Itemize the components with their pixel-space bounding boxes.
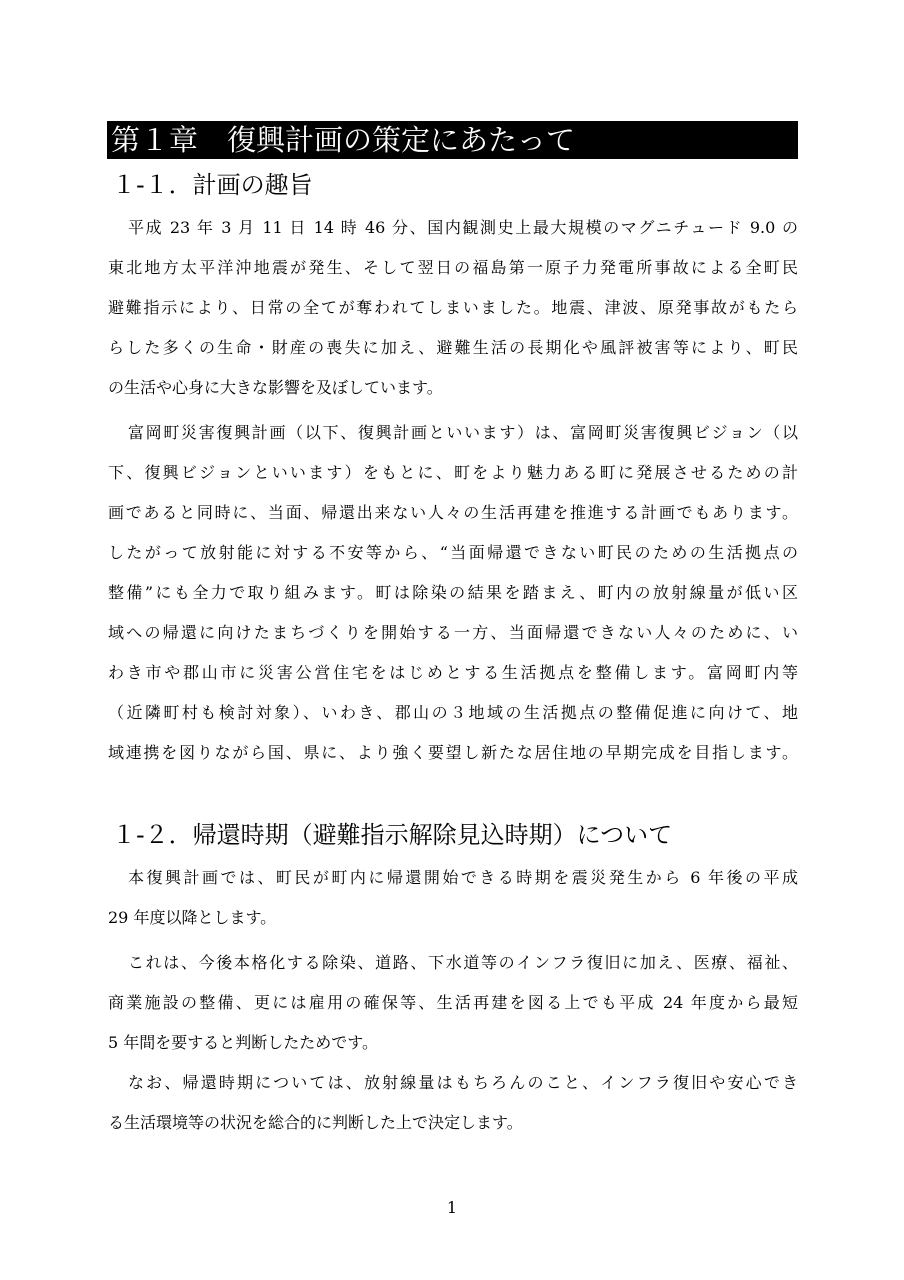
paragraph-line: 富岡町災害復興計画（以下、復興計画といいます）は、富岡町災害復興ビジョン（以	[128, 423, 798, 442]
paragraph-line: 整備”にも全力で取り組みます。町は除染の結果を踏まえ、町内の放射線量が低い区	[108, 583, 798, 602]
paragraph-line: る生活環境等の状況を総合的に判断した上で決定します。	[108, 1113, 523, 1132]
section-heading-purpose: １-１．計画の趣旨	[112, 171, 313, 199]
paragraph-line: 避難指示により、日常の全てが奪われてしまいました。地震、津波、原発事故がもたら	[108, 298, 798, 317]
section-heading-return-timing: １-２．帰還時期（避難指示解除見込時期）について	[112, 821, 673, 849]
page-number: 1	[446, 1198, 458, 1217]
paragraph-line: したがって放射能に対する不安等から、“当面帰還できない町民のための生活拠点の	[108, 543, 798, 562]
paragraph-line: 域連携を図りながら国、県に、より強く要望し新たな居住地の早期完成を目指します。	[108, 743, 798, 762]
paragraph-line: 東北地方太平洋沖地震が発生、そして翌日の福島第一原子力発電所事故による全町民	[108, 258, 798, 277]
paragraph-line: の生活や心身に大きな影響を及ぼしています。	[108, 378, 443, 397]
paragraph-line: 平成 23 年 3 月 11 日 14 時 46 分、国内観測史上最大規模のマグニチュード 9.0 の	[128, 218, 798, 237]
paragraph-line: 本復興計画では、町民が町内に帰還開始できる時期を震災発生から 6 年後の平成	[128, 868, 798, 887]
paragraph-line: わき市や郡山市に災害公営住宅をはじめとする生活拠点を整備します。富岡町内等	[108, 663, 798, 682]
chapter-title: 第１章 復興計画の策定にあたって	[107, 121, 798, 159]
paragraph-line: らした多くの生命・財産の喪失に加え、避難生活の長期化や風評被害等により、町民	[108, 338, 798, 357]
paragraph-line: これは、今後本格化する除染、道路、下水道等のインフラ復旧に加え、医療、福祉、	[128, 953, 798, 972]
paragraph-line: （近隣町村も検討対象）、いわき、郡山の３地域の生活拠点の整備促進に向けて、地	[108, 703, 798, 722]
paragraph-line: 画であると同時に、当面、帰還出来ない人々の生活再建を推進する計画でもあります。	[108, 503, 798, 522]
paragraph-line: 下、復興ビジョンといいます）をもとに、町をより魅力ある町に発展させるための計	[108, 463, 798, 482]
paragraph-line: なお、帰還時期については、放射線量はもちろんのこと、インフラ復旧や安心でき	[128, 1073, 798, 1092]
paragraph-line: 域への帰還に向けたまちづくりを開始する一方、当面帰還できない人々のために、い	[108, 623, 798, 642]
paragraph-line: 5 年間を要すると判断したためです。	[108, 1033, 378, 1052]
paragraph-line: 29 年度以降とします。	[108, 908, 277, 927]
paragraph-line: 商業施設の整備、更には雇用の確保等、生活再建を図る上でも平成 24 年度から最短	[108, 993, 798, 1012]
